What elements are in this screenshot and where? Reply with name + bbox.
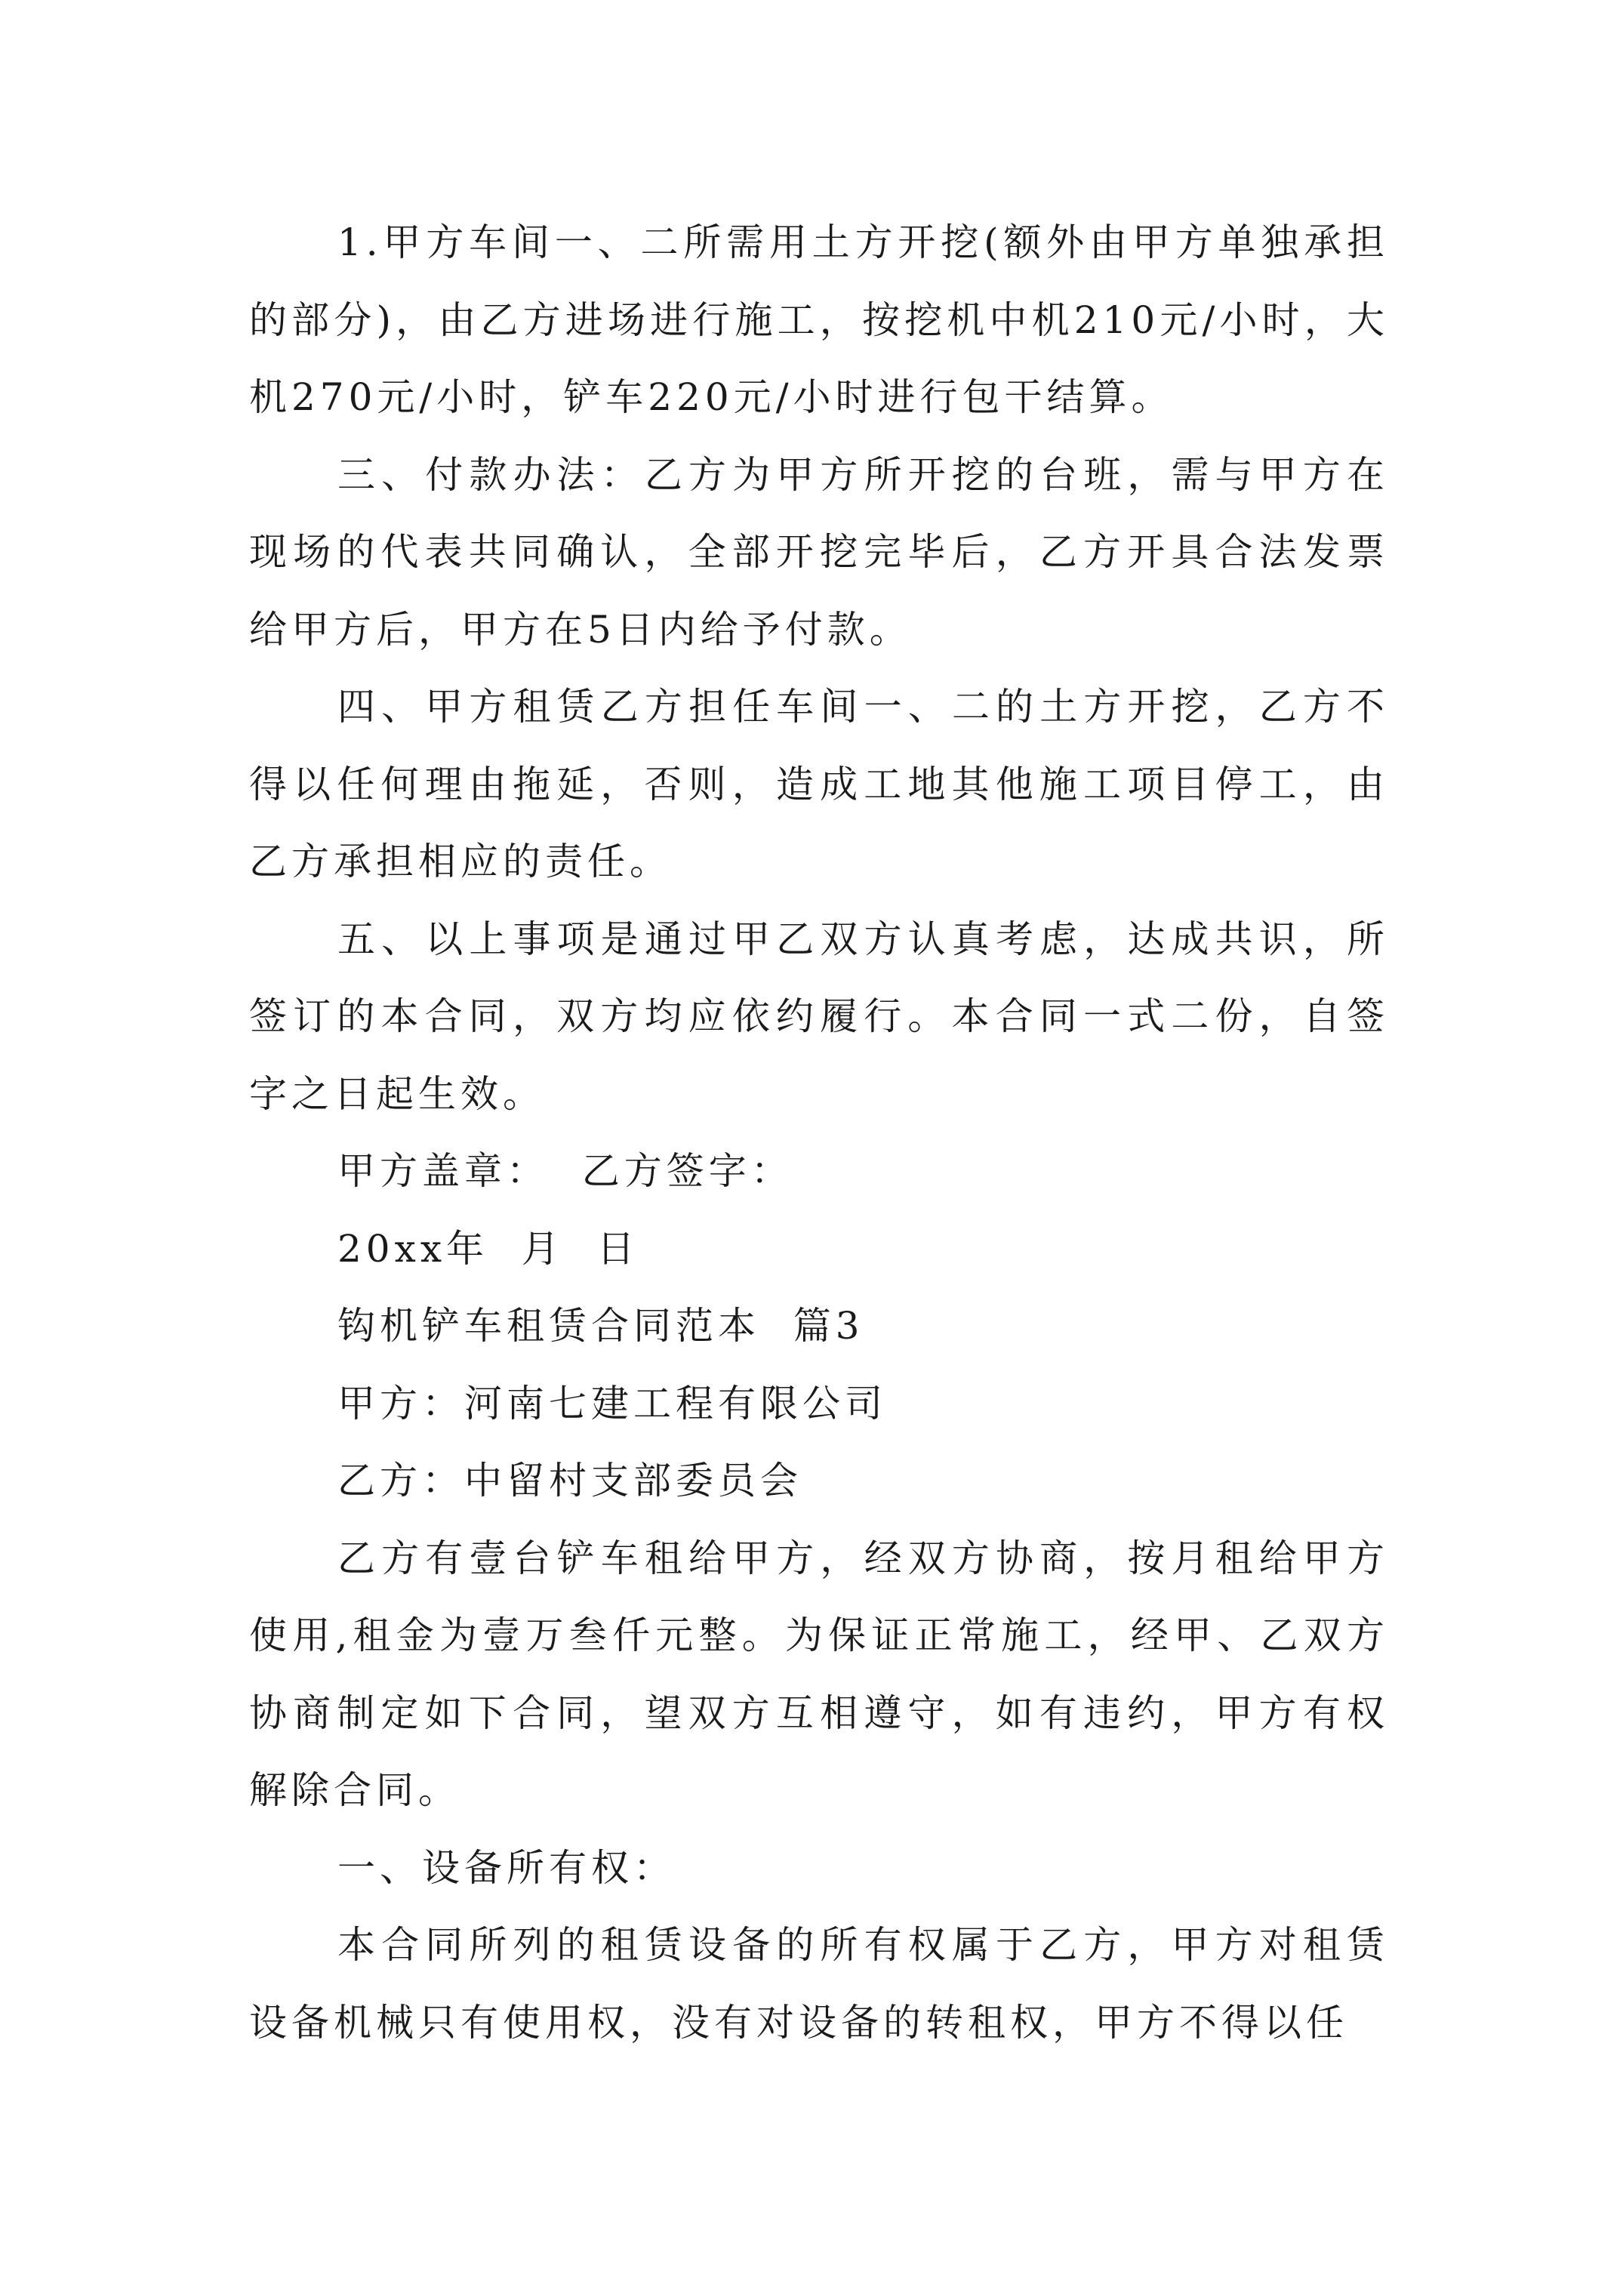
party-b: 乙方：中留村支部委员会 [337, 1459, 802, 1502]
section-title: 钩机铲车租赁合同范本 篇3 [337, 1304, 864, 1348]
clause-lease-obligation: 四、甲方租赁乙方担任车间一、二的土方开挖，乙方不得以任何理由拖延，否则，造成工地其他施工项目停工，由乙方承担相应的责任。 [249, 685, 1389, 883]
clause-ownership-text: 本合同所列的租赁设备的所有权属于乙方，甲方对租赁设备机械只有使用权，没有对设备的转租权，甲方不得以任 [249, 1923, 1389, 2045]
clause-excavation-pricing: 1.甲方车间一、二所需用土方开挖(额外由甲方单独承担的部分)，由乙方进场进行施工，按挖机中机210元/小时，大机270元/小时，铲车220元/小时进行包干结算。 [249, 220, 1389, 419]
signature-line: 甲方盖章： 乙方签字： [337, 1149, 793, 1193]
contract-preamble: 乙方有壹台铲车租给甲方，经双方协商，按月租给甲方使用,租金为壹万叁仟元整。为保证正常施工，经甲、乙双方协商制定如下合同，望双方互相遵守，如有违约，甲方有权解除合同。 [249, 1536, 1389, 1812]
party-a: 甲方：河南七建工程有限公司 [337, 1381, 887, 1425]
document-body [249, 204, 1389, 2061]
clause-ownership-title: 一、设备所有权： [337, 1845, 676, 1890]
clause-payment-method: 三、付款办法：乙方为甲方所开挖的台班，需与甲方在现场的代表共同确认，全部开挖完毕后，乙方开具合法发票给甲方后，甲方在5日内给予付款。 [249, 452, 1389, 652]
date-line: 20xx年 月 日 [337, 1226, 639, 1271]
clause-effectiveness: 五、以上事项是通过甲乙双方认真考虑，达成共识，所签订的本合同，双方均应依约履行。本合同一式二份，自签字之日起生效。 [249, 917, 1389, 1116]
